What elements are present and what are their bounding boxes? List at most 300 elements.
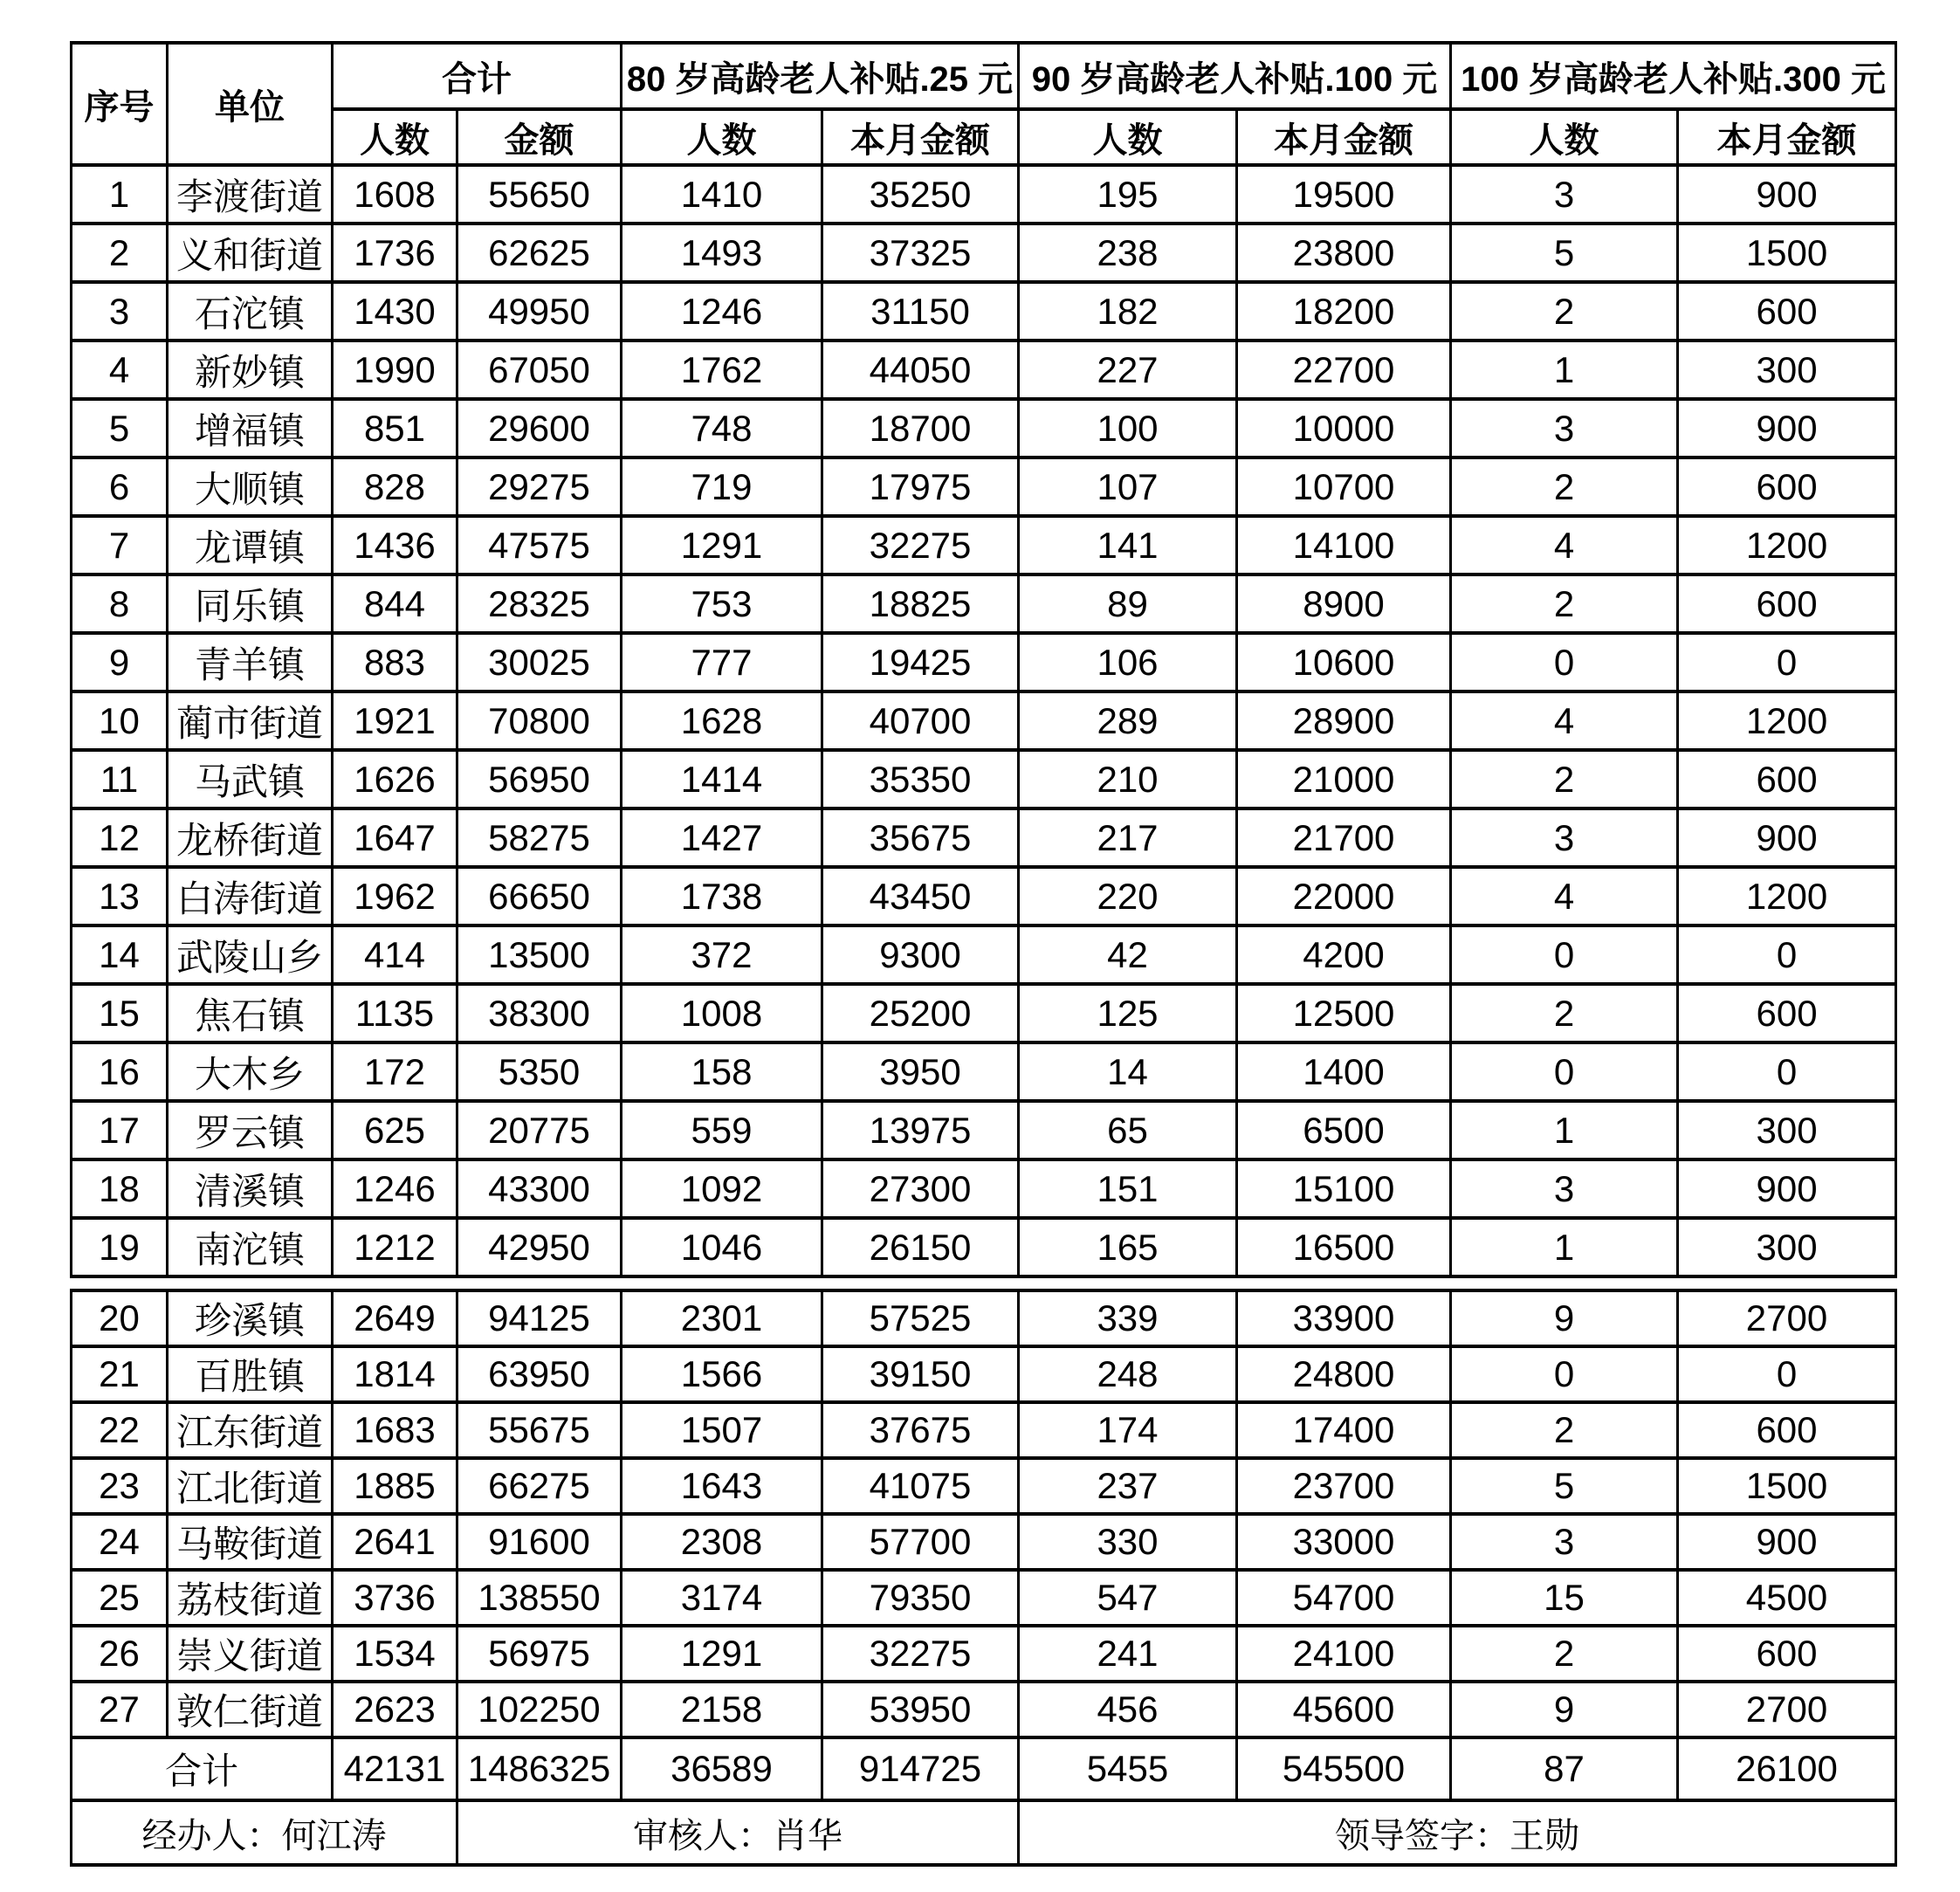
- col-subheader-age90-amount: 本月金额: [1237, 109, 1451, 165]
- cell-value: 18700: [822, 399, 1019, 458]
- cell-value: 6500: [1237, 1101, 1451, 1159]
- cell-unit: 武陵山乡: [168, 925, 333, 984]
- cell-unit: 大木乡: [168, 1042, 333, 1101]
- cell-serial: 14: [72, 925, 168, 984]
- cell-value: 3950: [822, 1042, 1019, 1101]
- cell-value: 24800: [1237, 1346, 1451, 1402]
- cell-unit: 龙桥街道: [168, 808, 333, 867]
- cell-value: 3: [1451, 399, 1678, 458]
- cell-value: 1200: [1678, 691, 1896, 750]
- total-label: 合计: [72, 1737, 333, 1800]
- cell-value: 4: [1451, 691, 1678, 750]
- cell-value: 844: [333, 574, 457, 633]
- cell-value: 25200: [822, 984, 1019, 1042]
- cell-value: 41075: [822, 1458, 1019, 1514]
- table-row: [72, 165, 1896, 224]
- cell-value: 1400: [1237, 1042, 1451, 1101]
- table-row: [72, 808, 1896, 867]
- subsidy-table-upper: [70, 41, 1897, 1278]
- cell-value: 20775: [457, 1101, 622, 1159]
- cell-value: 19500: [1237, 165, 1451, 224]
- cell-value: 2: [1451, 1402, 1678, 1458]
- cell-value: 32275: [822, 516, 1019, 574]
- cell-value: 600: [1678, 750, 1896, 808]
- col-header-serial: 序号: [72, 43, 168, 165]
- cell-value: 456: [1019, 1682, 1237, 1737]
- cell-value: 1628: [622, 691, 822, 750]
- col-header-unit: 单位: [168, 43, 333, 165]
- cell-value: 70800: [457, 691, 622, 750]
- cell-serial: 18: [72, 1159, 168, 1218]
- cell-value: 17975: [822, 458, 1019, 516]
- cell-value: 0: [1678, 925, 1896, 984]
- cell-value: 900: [1678, 399, 1896, 458]
- cell-value: 227: [1019, 341, 1237, 399]
- table-row: [72, 1290, 1896, 1346]
- cell-value: 53950: [822, 1682, 1019, 1737]
- col-group-age90: 90 岁高龄老人补贴.100 元: [1019, 43, 1451, 109]
- total-amount-age100: 26100: [1678, 1737, 1896, 1800]
- cell-serial: 16: [72, 1042, 168, 1101]
- cell-value: 19425: [822, 633, 1019, 691]
- cell-value: 5: [1451, 1458, 1678, 1514]
- cell-value: 547: [1019, 1570, 1237, 1626]
- cell-value: 1736: [333, 224, 457, 282]
- cell-value: 900: [1678, 165, 1896, 224]
- cell-value: 23700: [1237, 1458, 1451, 1514]
- cell-unit: 江东街道: [168, 1402, 333, 1458]
- cell-value: 1092: [622, 1159, 822, 1218]
- cell-unit: 李渡街道: [168, 165, 333, 224]
- cell-value: 35675: [822, 808, 1019, 867]
- cell-value: 35350: [822, 750, 1019, 808]
- cell-value: 2: [1451, 1626, 1678, 1682]
- cell-value: 1500: [1678, 224, 1896, 282]
- cell-value: 2: [1451, 458, 1678, 516]
- cell-value: 1608: [333, 165, 457, 224]
- cell-value: 0: [1678, 1346, 1896, 1402]
- cell-value: 300: [1678, 341, 1896, 399]
- cell-unit: 罗云镇: [168, 1101, 333, 1159]
- cell-value: 14: [1019, 1042, 1237, 1101]
- cell-value: 217: [1019, 808, 1237, 867]
- cell-serial: 13: [72, 867, 168, 925]
- cell-value: 10000: [1237, 399, 1451, 458]
- cell-value: 14100: [1237, 516, 1451, 574]
- cell-value: 31150: [822, 282, 1019, 341]
- cell-value: 237: [1019, 1458, 1237, 1514]
- cell-serial: 17: [72, 1101, 168, 1159]
- cell-value: 100: [1019, 399, 1237, 458]
- cell-serial: 5: [72, 399, 168, 458]
- cell-value: 900: [1678, 808, 1896, 867]
- cell-value: 106: [1019, 633, 1237, 691]
- cell-value: 1814: [333, 1346, 457, 1402]
- cell-value: 828: [333, 458, 457, 516]
- cell-value: 1921: [333, 691, 457, 750]
- cell-value: 0: [1451, 925, 1678, 984]
- cell-value: 600: [1678, 984, 1896, 1042]
- cell-value: 2641: [333, 1514, 457, 1570]
- table-row: [72, 1682, 1896, 1737]
- cell-value: 158: [622, 1042, 822, 1101]
- cell-value: 414: [333, 925, 457, 984]
- cell-value: 38300: [457, 984, 622, 1042]
- cell-value: 1046: [622, 1218, 822, 1276]
- cell-unit: 荔枝街道: [168, 1570, 333, 1626]
- cell-value: 1291: [622, 516, 822, 574]
- cell-unit: 珍溪镇: [168, 1290, 333, 1346]
- cell-value: 1246: [333, 1159, 457, 1218]
- cell-value: 23800: [1237, 224, 1451, 282]
- cell-value: 94125: [457, 1290, 622, 1346]
- header-group-row: [72, 43, 1896, 109]
- cell-value: 16500: [1237, 1218, 1451, 1276]
- cell-value: 4: [1451, 867, 1678, 925]
- col-subheader-total-count: 人数: [333, 109, 457, 165]
- cell-value: 22700: [1237, 341, 1451, 399]
- cell-value: 67050: [457, 341, 622, 399]
- cell-value: 1500: [1678, 1458, 1896, 1514]
- cell-value: 1200: [1678, 516, 1896, 574]
- cell-value: 1643: [622, 1458, 822, 1514]
- cell-serial: 9: [72, 633, 168, 691]
- total-row: [72, 1737, 1896, 1800]
- cell-value: 22000: [1237, 867, 1451, 925]
- total-count-age100: 87: [1451, 1737, 1678, 1800]
- col-group-total: 合计: [333, 43, 622, 109]
- cell-serial: 15: [72, 984, 168, 1042]
- cell-value: 141: [1019, 516, 1237, 574]
- cell-value: 21000: [1237, 750, 1451, 808]
- col-group-age80: 80 岁高龄老人补贴.25 元: [622, 43, 1019, 109]
- cell-value: 2308: [622, 1514, 822, 1570]
- cell-value: 1430: [333, 282, 457, 341]
- cell-value: 65: [1019, 1101, 1237, 1159]
- table-row: [72, 1346, 1896, 1402]
- cell-value: 2: [1451, 282, 1678, 341]
- cell-unit: 江北街道: [168, 1458, 333, 1514]
- cell-value: 151: [1019, 1159, 1237, 1218]
- cell-value: 1436: [333, 516, 457, 574]
- cell-value: 29600: [457, 399, 622, 458]
- cell-value: 339: [1019, 1290, 1237, 1346]
- cell-value: 238: [1019, 224, 1237, 282]
- cell-serial: 11: [72, 750, 168, 808]
- cell-value: 4: [1451, 516, 1678, 574]
- table-row: [72, 516, 1896, 574]
- col-subheader-age80-count: 人数: [622, 109, 822, 165]
- signature-row: [72, 1800, 1896, 1865]
- cell-unit: 大顺镇: [168, 458, 333, 516]
- cell-value: 42950: [457, 1218, 622, 1276]
- cell-unit: 百胜镇: [168, 1346, 333, 1402]
- cell-value: 289: [1019, 691, 1237, 750]
- cell-value: 174: [1019, 1402, 1237, 1458]
- cell-value: 1647: [333, 808, 457, 867]
- cell-serial: 12: [72, 808, 168, 867]
- cell-value: 47575: [457, 516, 622, 574]
- cell-value: 1683: [333, 1402, 457, 1458]
- cell-value: 57525: [822, 1290, 1019, 1346]
- cell-value: 24100: [1237, 1626, 1451, 1682]
- cell-value: 35250: [822, 165, 1019, 224]
- cell-value: 15: [1451, 1570, 1678, 1626]
- cell-serial: 1: [72, 165, 168, 224]
- cell-value: 0: [1451, 1042, 1678, 1101]
- cell-value: 165: [1019, 1218, 1237, 1276]
- cell-value: 37675: [822, 1402, 1019, 1458]
- table-row: [72, 1402, 1896, 1458]
- cell-value: 45600: [1237, 1682, 1451, 1737]
- cell-value: 66650: [457, 867, 622, 925]
- col-subheader-age100-amount: 本月金额: [1678, 109, 1896, 165]
- cell-value: 26150: [822, 1218, 1019, 1276]
- cell-value: 56950: [457, 750, 622, 808]
- cell-value: 62625: [457, 224, 622, 282]
- cell-serial: 23: [72, 1458, 168, 1514]
- handler-signature: 经办人：何江涛: [72, 1800, 457, 1865]
- cell-value: 39150: [822, 1346, 1019, 1402]
- cell-value: 91600: [457, 1514, 622, 1570]
- cell-value: 777: [622, 633, 822, 691]
- table-body-rows-20-27: [72, 1290, 1896, 1737]
- cell-unit: 同乐镇: [168, 574, 333, 633]
- cell-value: 10600: [1237, 633, 1451, 691]
- cell-value: 1200: [1678, 867, 1896, 925]
- subsidy-table-lower: [70, 1289, 1897, 1867]
- table-row: [72, 1042, 1896, 1101]
- cell-value: 1: [1451, 1218, 1678, 1276]
- cell-serial: 20: [72, 1290, 168, 1346]
- cell-value: 753: [622, 574, 822, 633]
- cell-value: 2700: [1678, 1290, 1896, 1346]
- cell-value: 125: [1019, 984, 1237, 1042]
- cell-value: 9: [1451, 1682, 1678, 1737]
- cell-value: 44050: [822, 341, 1019, 399]
- cell-serial: 7: [72, 516, 168, 574]
- cell-value: 1566: [622, 1346, 822, 1402]
- cell-value: 2623: [333, 1682, 457, 1737]
- cell-value: 1427: [622, 808, 822, 867]
- cell-value: 241: [1019, 1626, 1237, 1682]
- cell-unit: 龙谭镇: [168, 516, 333, 574]
- cell-value: 1534: [333, 1626, 457, 1682]
- total-count-age90: 5455: [1019, 1737, 1237, 1800]
- cell-value: 600: [1678, 1626, 1896, 1682]
- cell-value: 1493: [622, 224, 822, 282]
- cell-value: 1: [1451, 341, 1678, 399]
- cell-serial: 24: [72, 1514, 168, 1570]
- cell-unit: 崇义街道: [168, 1626, 333, 1682]
- cell-value: 79350: [822, 1570, 1019, 1626]
- cell-value: 55650: [457, 165, 622, 224]
- cell-value: 5: [1451, 224, 1678, 282]
- cell-value: 172: [333, 1042, 457, 1101]
- cell-value: 1762: [622, 341, 822, 399]
- cell-value: 0: [1451, 633, 1678, 691]
- cell-value: 56975: [457, 1626, 622, 1682]
- cell-value: 3: [1451, 1159, 1678, 1218]
- cell-value: 600: [1678, 574, 1896, 633]
- cell-value: 1: [1451, 1101, 1678, 1159]
- total-amount-all: 1486325: [457, 1737, 622, 1800]
- table-row: [72, 341, 1896, 399]
- table-row: [72, 1218, 1896, 1276]
- cell-value: 28325: [457, 574, 622, 633]
- cell-value: 748: [622, 399, 822, 458]
- col-subheader-total-amount: 金额: [457, 109, 622, 165]
- cell-serial: 22: [72, 1402, 168, 1458]
- cell-unit: 马武镇: [168, 750, 333, 808]
- cell-value: 1410: [622, 165, 822, 224]
- cell-value: 1212: [333, 1218, 457, 1276]
- cell-value: 210: [1019, 750, 1237, 808]
- cell-value: 18825: [822, 574, 1019, 633]
- col-subheader-age80-amount: 本月金额: [822, 109, 1019, 165]
- cell-unit: 增福镇: [168, 399, 333, 458]
- cell-unit: 白涛街道: [168, 867, 333, 925]
- table-row: [72, 1101, 1896, 1159]
- cell-value: 1414: [622, 750, 822, 808]
- cell-value: 8900: [1237, 574, 1451, 633]
- cell-value: 220: [1019, 867, 1237, 925]
- table-row: [72, 399, 1896, 458]
- table-summary: [72, 1737, 1896, 1865]
- table-row: [72, 1514, 1896, 1570]
- cell-value: 195: [1019, 165, 1237, 224]
- cell-value: 559: [622, 1101, 822, 1159]
- cell-unit: 青羊镇: [168, 633, 333, 691]
- cell-value: 600: [1678, 1402, 1896, 1458]
- cell-value: 1990: [333, 341, 457, 399]
- table-row: [72, 224, 1896, 282]
- cell-serial: 27: [72, 1682, 168, 1737]
- cell-value: 55675: [457, 1402, 622, 1458]
- cell-unit: 南沱镇: [168, 1218, 333, 1276]
- cell-value: 138550: [457, 1570, 622, 1626]
- table-row: [72, 691, 1896, 750]
- cell-value: 0: [1451, 1346, 1678, 1402]
- cell-value: 5350: [457, 1042, 622, 1101]
- cell-unit: 焦石镇: [168, 984, 333, 1042]
- cell-unit: 蔺市街道: [168, 691, 333, 750]
- table-row: [72, 1159, 1896, 1218]
- reviewer-signature: 审核人：肖华: [457, 1800, 1019, 1865]
- cell-value: 54700: [1237, 1570, 1451, 1626]
- total-count-age80: 36589: [622, 1737, 822, 1800]
- cell-value: 182: [1019, 282, 1237, 341]
- cell-value: 248: [1019, 1346, 1237, 1402]
- header-sub-row: [72, 109, 1896, 165]
- table-row: [72, 1458, 1896, 1514]
- total-count-all: 42131: [333, 1737, 457, 1800]
- cell-serial: 10: [72, 691, 168, 750]
- cell-serial: 8: [72, 574, 168, 633]
- cell-value: 625: [333, 1101, 457, 1159]
- table-row: [72, 867, 1896, 925]
- table-row: [72, 458, 1896, 516]
- cell-value: 1008: [622, 984, 822, 1042]
- table-row: [72, 750, 1896, 808]
- cell-unit: 新妙镇: [168, 341, 333, 399]
- cell-value: 28900: [1237, 691, 1451, 750]
- cell-serial: 6: [72, 458, 168, 516]
- total-amount-age90: 545500: [1237, 1737, 1451, 1800]
- cell-serial: 21: [72, 1346, 168, 1402]
- cell-value: 43300: [457, 1159, 622, 1218]
- cell-value: 9300: [822, 925, 1019, 984]
- cell-value: 0: [1678, 633, 1896, 691]
- cell-value: 1291: [622, 1626, 822, 1682]
- cell-value: 12500: [1237, 984, 1451, 1042]
- cell-value: 719: [622, 458, 822, 516]
- cell-value: 900: [1678, 1514, 1896, 1570]
- cell-value: 3: [1451, 808, 1678, 867]
- cell-value: 300: [1678, 1101, 1896, 1159]
- cell-value: 49950: [457, 282, 622, 341]
- cell-value: 2: [1451, 984, 1678, 1042]
- cell-value: 40700: [822, 691, 1019, 750]
- cell-value: 2301: [622, 1290, 822, 1346]
- col-subheader-age90-count: 人数: [1019, 109, 1237, 165]
- cell-value: 32275: [822, 1626, 1019, 1682]
- cell-value: 4500: [1678, 1570, 1896, 1626]
- cell-value: 13975: [822, 1101, 1019, 1159]
- cell-value: 33900: [1237, 1290, 1451, 1346]
- total-amount-age80: 914725: [822, 1737, 1019, 1800]
- cell-value: 2: [1451, 750, 1678, 808]
- cell-value: 21700: [1237, 808, 1451, 867]
- table-header: [72, 43, 1896, 165]
- cell-unit: 石沱镇: [168, 282, 333, 341]
- cell-serial: 19: [72, 1218, 168, 1276]
- cell-value: 89: [1019, 574, 1237, 633]
- cell-value: 102250: [457, 1682, 622, 1737]
- table-row: [72, 984, 1896, 1042]
- cell-value: 3174: [622, 1570, 822, 1626]
- cell-value: 851: [333, 399, 457, 458]
- cell-serial: 26: [72, 1626, 168, 1682]
- cell-value: 3736: [333, 1570, 457, 1626]
- table-row: [72, 1626, 1896, 1682]
- cell-value: 1885: [333, 1458, 457, 1514]
- cell-value: 13500: [457, 925, 622, 984]
- cell-value: 3: [1451, 165, 1678, 224]
- table-row: [72, 925, 1896, 984]
- cell-unit: 敦仁街道: [168, 1682, 333, 1737]
- cell-value: 107: [1019, 458, 1237, 516]
- cell-unit: 义和街道: [168, 224, 333, 282]
- cell-value: 66275: [457, 1458, 622, 1514]
- cell-value: 42: [1019, 925, 1237, 984]
- table-body-rows-1-19: [72, 165, 1896, 1276]
- cell-value: 600: [1678, 458, 1896, 516]
- cell-value: 900: [1678, 1159, 1896, 1218]
- cell-value: 18200: [1237, 282, 1451, 341]
- cell-value: 17400: [1237, 1402, 1451, 1458]
- cell-value: 58275: [457, 808, 622, 867]
- cell-value: 1135: [333, 984, 457, 1042]
- cell-value: 57700: [822, 1514, 1019, 1570]
- cell-value: 63950: [457, 1346, 622, 1402]
- cell-value: 2649: [333, 1290, 457, 1346]
- cell-value: 883: [333, 633, 457, 691]
- cell-value: 27300: [822, 1159, 1019, 1218]
- cell-value: 1246: [622, 282, 822, 341]
- col-subheader-age100-count: 人数: [1451, 109, 1678, 165]
- cell-serial: 3: [72, 282, 168, 341]
